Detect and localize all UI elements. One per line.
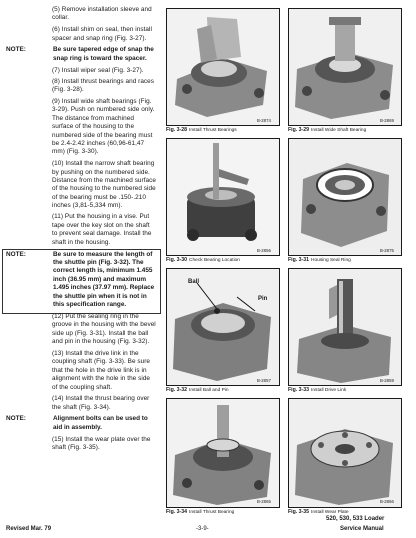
figure-3-33-code: B-2859 xyxy=(380,378,394,383)
figure-number: Fig. 3-33 xyxy=(288,387,310,393)
step-10: (10) Install the narrow shaft bearing by pushing on the numbered side. Distance from the machined surface of the housing to the numbered side of the bearing must be .150-.210 inches (3,81-5,334 mm). xyxy=(52,160,156,210)
figure-3-35-caption xyxy=(288,509,349,516)
note-shuttle-pin xyxy=(6,251,158,310)
figure-number: Fig. 3-32 xyxy=(166,387,188,393)
figure-3-30-caption xyxy=(166,257,240,264)
step-8: (8) Install thrust bearings and races (Fig. 3-28). xyxy=(52,77,155,94)
figure-title: Install Wide Shaft Bearing xyxy=(311,128,367,133)
callout-ball: Ball xyxy=(188,279,200,285)
note-snap-ring xyxy=(6,46,158,63)
figure-3-30-image xyxy=(166,138,280,256)
figure-3-28-caption xyxy=(166,127,237,134)
step-15: (15) Install the wear plate over the shaft (Fig. 3-35). xyxy=(52,435,151,451)
figure-3-29-caption xyxy=(288,127,366,134)
figure-3-32-caption xyxy=(166,387,229,394)
step-12: (12) Put the sealing ring in the groove in the housing with the bevel side up (Fig. 3-31). Install the ball and pin in the housing (Fig. 3-32). xyxy=(52,312,156,346)
figure-3-33-image xyxy=(288,268,402,386)
step-9: (9) Install wide shaft bearings (Fig. 3-29). Push on numbered side only. The distance from machined surface of the housing to the numbered side of the bearing must be 2.4-2.42 inches (60,96-61,47 mm) (Fig. 3-30). xyxy=(52,98,155,156)
figure-3-35-code: B-2866 xyxy=(380,499,394,504)
figure-3-35-image xyxy=(288,398,402,508)
figure-3-31-code: B-2875 xyxy=(380,248,394,253)
figure-number: Fig. 3-28 xyxy=(166,127,188,133)
figure-3-31-image xyxy=(288,138,402,256)
note-text: Be sure tapered edge of snap the snap ring is toward the spacer. xyxy=(53,46,154,62)
note-text: Be sure to measure the length of the shuttle pin (Fig. 3-32). The correct length is, minimum 1.455 inch (36.95 mm) and maximum 1.495 inches (37.97 mm). Replace the shuttle pin when it is not in this specification range. xyxy=(53,250,155,309)
figure-3-29-code: B-2869 xyxy=(380,118,394,123)
figure-3-31-caption xyxy=(288,257,351,264)
figure-3-32-code: B-2857 xyxy=(257,378,271,383)
figure-number: Fig. 3-30 xyxy=(166,257,188,263)
note-text: Alignment bolts can be used to aid in assembly. xyxy=(53,415,148,431)
figure-title: Install Thrust Bearings xyxy=(189,128,237,133)
step-7: (7) Install wiper seal (Fig. 3-27). xyxy=(52,66,144,74)
footer-model: 520, 530, 533 Loader xyxy=(326,516,385,522)
note-label: NOTE: xyxy=(6,415,26,423)
note-label: NOTE: xyxy=(6,46,26,54)
figure-number: Fig. 3-34 xyxy=(166,509,188,515)
figure-title: Install Thrust Bearing xyxy=(189,510,235,515)
footer-manual-title: Service Manual xyxy=(340,526,384,532)
figure-3-34-code: B-2865 xyxy=(257,499,271,504)
callout-pin: Pin xyxy=(258,296,268,302)
figure-3-33-caption xyxy=(288,387,346,394)
figure-title: Install Wear Plate xyxy=(311,510,349,515)
figure-title: Check Bearing Location xyxy=(189,258,240,263)
figure-title: Install Ball and Pin xyxy=(189,388,229,393)
figure-3-34-image xyxy=(166,398,280,508)
step-13: (13) Install the drive link in the coupling shaft (Fig. 3-33). Be sure that the hole in the drive link is in alignment with the hole in the side of the coupling shaft. xyxy=(52,350,151,391)
footer-revised-date: Revised Mar. 79 xyxy=(6,526,52,532)
figure-3-30-code: B-2856 xyxy=(257,248,271,253)
figure-title: Housing Seal Ring xyxy=(311,258,351,263)
instruction-column xyxy=(0,0,160,538)
footer-page-number: -3-9- xyxy=(196,526,209,532)
note-label: NOTE: xyxy=(6,250,26,258)
note-alignment-bolts xyxy=(6,415,158,432)
figure-title: Install Drive Link xyxy=(311,388,347,393)
step-5: (5) Remove installation sleeve and collar. xyxy=(52,6,152,22)
figure-3-28-code: B-2874 xyxy=(257,118,271,123)
figure-3-32-image xyxy=(166,268,280,386)
step-6: (6) Install shim on seal, then install spacer and snap ring (Fig. 3-27). xyxy=(52,26,152,42)
figure-3-28-image xyxy=(166,8,280,126)
figure-3-34-caption xyxy=(166,509,234,516)
figure-number: Fig. 3-29 xyxy=(288,127,310,133)
figure-number: Fig. 3-35 xyxy=(288,509,310,515)
step-11: (11) Put the housing in a vise. Put tape over the key slot on the shaft to prevent seal damage. Install the shaft in the housing. xyxy=(52,213,152,246)
step-14: (14) Install the thrust bearing over the shaft (Fig. 3-34). xyxy=(52,395,150,411)
figure-3-29-image xyxy=(288,8,402,126)
figure-number: Fig. 3-31 xyxy=(288,257,310,263)
